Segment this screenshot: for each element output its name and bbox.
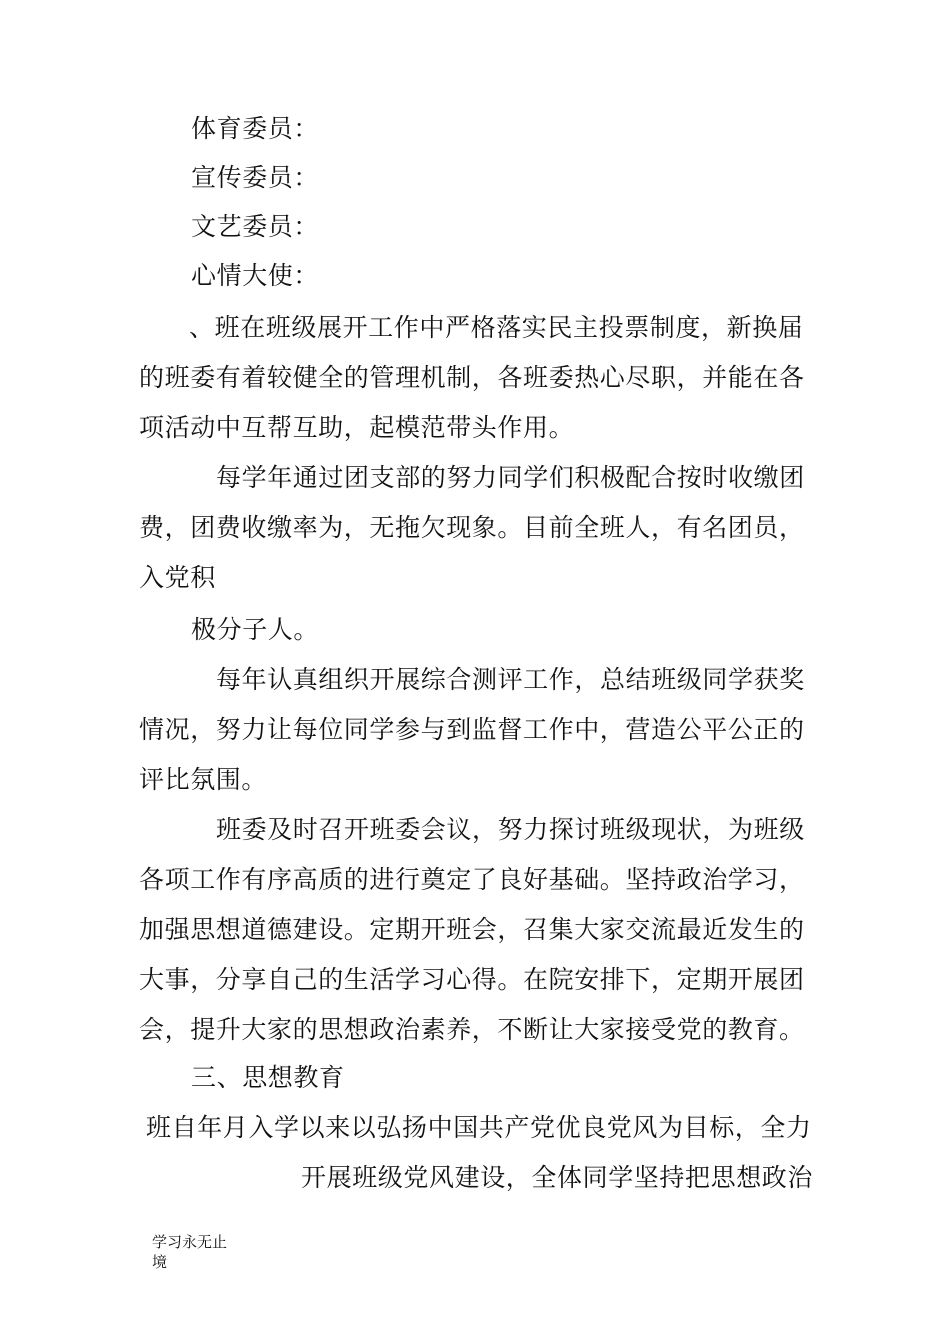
text-line-mood-ambassador: 心情大使： — [191, 261, 320, 290]
paragraph-line: 各项工作有序高质的进行奠定了良好基础。坚持政治学习， — [139, 865, 805, 894]
paragraph-line: 、班在班级展开工作中严格落实民主投票制度，新换届 — [189, 313, 804, 342]
paragraph-line: 的班委有着较健全的管理机制，各班委热心尽职，并能在各 — [139, 363, 805, 392]
paragraph-line: 加强思想道德建设。定期开班会，召集大家交流最近发生的 — [139, 915, 805, 944]
paragraph-line: 班自年月入学以来以弘扬中国共产党优良党风为目标，全力 — [146, 1113, 812, 1142]
paragraph-line: 开展班级党风建设，全体同学坚持把思想政治 — [301, 1163, 814, 1192]
paragraph-line: 入党积 — [139, 563, 216, 592]
paragraph-line: 项活动中互帮互助，起模范带头作用。 — [139, 413, 575, 442]
text-line-arts-committee: 文艺委员： — [191, 212, 320, 241]
text-line-publicity-committee: 宣传委员： — [191, 163, 320, 192]
paragraph-line: 每年认真组织开展综合测评工作，总结班级同学获奖 — [216, 665, 805, 694]
paragraph-line: 费，团费收缴率为，无拖欠现象。目前全班人，有名团员， — [139, 513, 805, 542]
paragraph-line: 评比氛围。 — [139, 765, 268, 794]
paragraph-line: 班委及时召开班委会议，努力探讨班级现状，为班级 — [216, 815, 805, 844]
paragraph-line: 每学年通过团支部的努力同学们积极配合按时收缴团 — [216, 463, 805, 492]
section-heading: 三、思想教育 — [191, 1063, 345, 1092]
text-line-sports-committee: 体育委员： — [191, 114, 320, 143]
footer-text: 境 — [152, 1253, 168, 1271]
footer-text: 学习永无止 — [152, 1233, 228, 1251]
paragraph-line: 极分子人。 — [191, 615, 320, 644]
paragraph-line: 大事，分享自己的生活学习心得。在院安排下，定期开展团 — [139, 965, 805, 994]
paragraph-line: 情况，努力让每位同学参与到监督工作中，营造公平公正的 — [139, 715, 805, 744]
paragraph-line: 会，提升大家的思想政治素养，不断让大家接受党的教育。 — [139, 1015, 805, 1044]
